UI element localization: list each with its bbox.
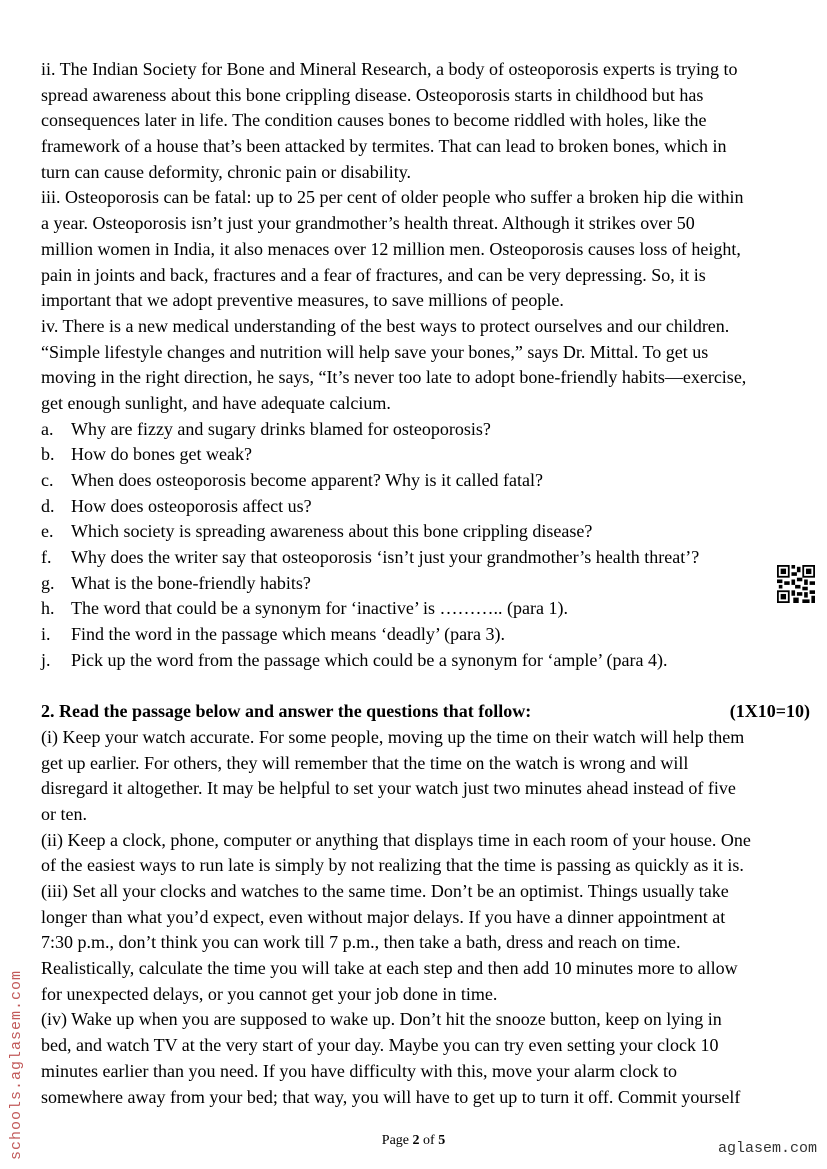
text-line: get enough sunlight, and have adequate calcium. bbox=[41, 392, 391, 413]
text-line: (i) Keep your watch accurate. For some people, moving up the time on their watch will help them bbox=[41, 726, 745, 747]
text-line: important that we adopt preventive measures, to save millions of people. bbox=[41, 290, 564, 311]
text-line: iv. There is a new medical understanding of the best ways to protect ourselves and our children. bbox=[41, 315, 730, 336]
page-number bbox=[0, 1133, 827, 1149]
text-line: iii. Osteoporosis can be fatal: up to 25 per cent of older people who suffer a broken hip die within bbox=[41, 187, 744, 208]
text-line: moving in the right direction, he says, “It’s never too late to adopt bone-friendly habits—exercise, bbox=[41, 367, 747, 388]
question-letter: a. bbox=[41, 418, 54, 439]
text-line: (iii) Set all your clocks and watches to the same time. Don’t be an optimist. Things usually take bbox=[41, 881, 729, 901]
text-line: million women in India, it also menaces over 12 million men. Osteoporosis causes loss of height, bbox=[41, 238, 741, 259]
question-letter: c. bbox=[41, 470, 54, 490]
tip-iii bbox=[41, 879, 816, 1007]
text-line: (ii) Keep a clock, phone, computer or anything that displays time in each room of your house. One bbox=[41, 829, 751, 850]
question-list bbox=[41, 417, 816, 674]
total-pages: 5 bbox=[438, 1133, 446, 1148]
question-item bbox=[41, 571, 816, 597]
question-letter: h. bbox=[41, 598, 55, 619]
corner-watermark: aglasem.com bbox=[717, 1140, 817, 1157]
question-text: When does osteoporosis become apparent? Why is it called fatal? bbox=[71, 470, 543, 490]
qr-code-icon bbox=[777, 565, 815, 603]
question-text: How do bones get weak? bbox=[71, 444, 252, 465]
question-letter: j. bbox=[41, 649, 51, 670]
page-of-label: of bbox=[423, 1133, 435, 1148]
question-text: Why does the writer say that osteoporosis ‘isn’t just your grandmother’s health threat’? bbox=[71, 547, 700, 568]
question-letter: e. bbox=[41, 521, 54, 542]
paragraph-iv bbox=[41, 314, 816, 417]
question-text: The word that could be a synonym for ‘inactive’ is ……….. (para 1). bbox=[71, 598, 569, 619]
paragraph-ii bbox=[41, 57, 816, 185]
text-line: a year. Osteoporosis isn’t just your grandmother’s health threat. Although it strikes over 50 bbox=[41, 213, 695, 234]
document-body bbox=[41, 57, 816, 1110]
question-text: How does osteoporosis affect us? bbox=[71, 495, 312, 516]
question-item bbox=[41, 494, 816, 520]
tip-i bbox=[41, 725, 816, 828]
question-text: Which society is spreading awareness about this bone crippling disease? bbox=[71, 521, 593, 542]
text-line: disregard it altogether. It may be helpful to set your watch just two minutes ahead instead of five bbox=[41, 778, 736, 799]
question-item bbox=[41, 442, 816, 468]
question-letter: i. bbox=[41, 624, 51, 645]
text-line: somewhere away from your bed; that way, you will have to get up to turn it off. Commit yourself bbox=[41, 1086, 741, 1107]
question-letter: d. bbox=[41, 495, 55, 516]
side-watermark: schools.aglasem.com bbox=[8, 969, 25, 1160]
page-label: Page bbox=[381, 1133, 410, 1148]
text-line: ii. The Indian Society for Bone and Mineral Research, a body of osteoporosis experts is trying to bbox=[41, 59, 738, 79]
question-text: What is the bone-friendly habits? bbox=[71, 572, 311, 593]
text-line: turn can cause deformity, chronic pain or disability. bbox=[41, 161, 412, 182]
text-line: longer than what you’d expect, even without major delays. If you have a dinner appointment at bbox=[41, 906, 726, 927]
text-line: framework of a house that’s been attacked by termites. That can lead to broken bones, which in bbox=[41, 136, 727, 157]
section-title: 2. Read the passage below and answer the questions that follow: bbox=[41, 701, 532, 722]
question-letter: g. bbox=[41, 572, 55, 593]
text-line: 7:30 p.m., don’t think you can work till 7 p.m., then take a bath, dress and reach on time. bbox=[41, 932, 681, 953]
question-item bbox=[41, 519, 816, 545]
text-line: pain in joints and back, fractures and a fear of fractures, and can be very depressing. So, it is bbox=[41, 264, 706, 285]
text-line: or ten. bbox=[41, 803, 87, 824]
spacer bbox=[41, 674, 816, 700]
question-letter: b. bbox=[41, 444, 55, 465]
text-line: Realistically, calculate the time you will take at each step and then add 10 minutes more to allow bbox=[41, 958, 738, 979]
section-heading bbox=[41, 699, 816, 725]
question-item bbox=[41, 596, 816, 622]
text-line: for unexpected delays, or you cannot get your job done in time. bbox=[41, 983, 498, 1004]
text-line: spread awareness about this bone crippling disease. Osteoporosis starts in childhood but has bbox=[41, 84, 704, 105]
question-item bbox=[41, 545, 816, 571]
text-line: of the easiest ways to run late is simply by not realizing that the time is passing as quickly as it is. bbox=[41, 855, 744, 876]
current-page: 2 bbox=[412, 1133, 420, 1148]
question-item bbox=[41, 622, 816, 648]
question-item bbox=[41, 648, 816, 674]
text-line: get up earlier. For others, they will remember that the time on the watch is wrong and will bbox=[41, 752, 689, 773]
text-line: consequences later in life. The condition causes bones to become riddled with holes, like the bbox=[41, 110, 707, 131]
tip-iv bbox=[41, 1007, 816, 1110]
section-marks: (1X10=10) bbox=[729, 701, 810, 722]
question-item bbox=[41, 417, 816, 443]
question-text: Pick up the word from the passage which could be a synonym for ‘ample’ (para 4). bbox=[71, 649, 668, 670]
question-letter: f. bbox=[41, 547, 52, 568]
question-text: Find the word in the passage which means ‘deadly’ (para 3). bbox=[71, 624, 506, 645]
text-line: “Simple lifestyle changes and nutrition will help save your bones,” says Dr. Mittal. To get us bbox=[41, 341, 709, 362]
tip-ii bbox=[41, 828, 816, 879]
paragraph-iii bbox=[41, 185, 816, 313]
text-line: minutes earlier than you need. If you have difficulty with this, move your alarm clock to bbox=[41, 1060, 677, 1081]
question-item bbox=[41, 468, 816, 494]
text-line: bed, and watch TV at the very start of your day. Maybe you can try even setting your clock 10 bbox=[41, 1035, 719, 1056]
question-text: Why are fizzy and sugary drinks blamed for osteoporosis? bbox=[71, 418, 491, 439]
text-line: (iv) Wake up when you are supposed to wake up. Don’t hit the snooze button, keep on lying in bbox=[41, 1009, 722, 1030]
